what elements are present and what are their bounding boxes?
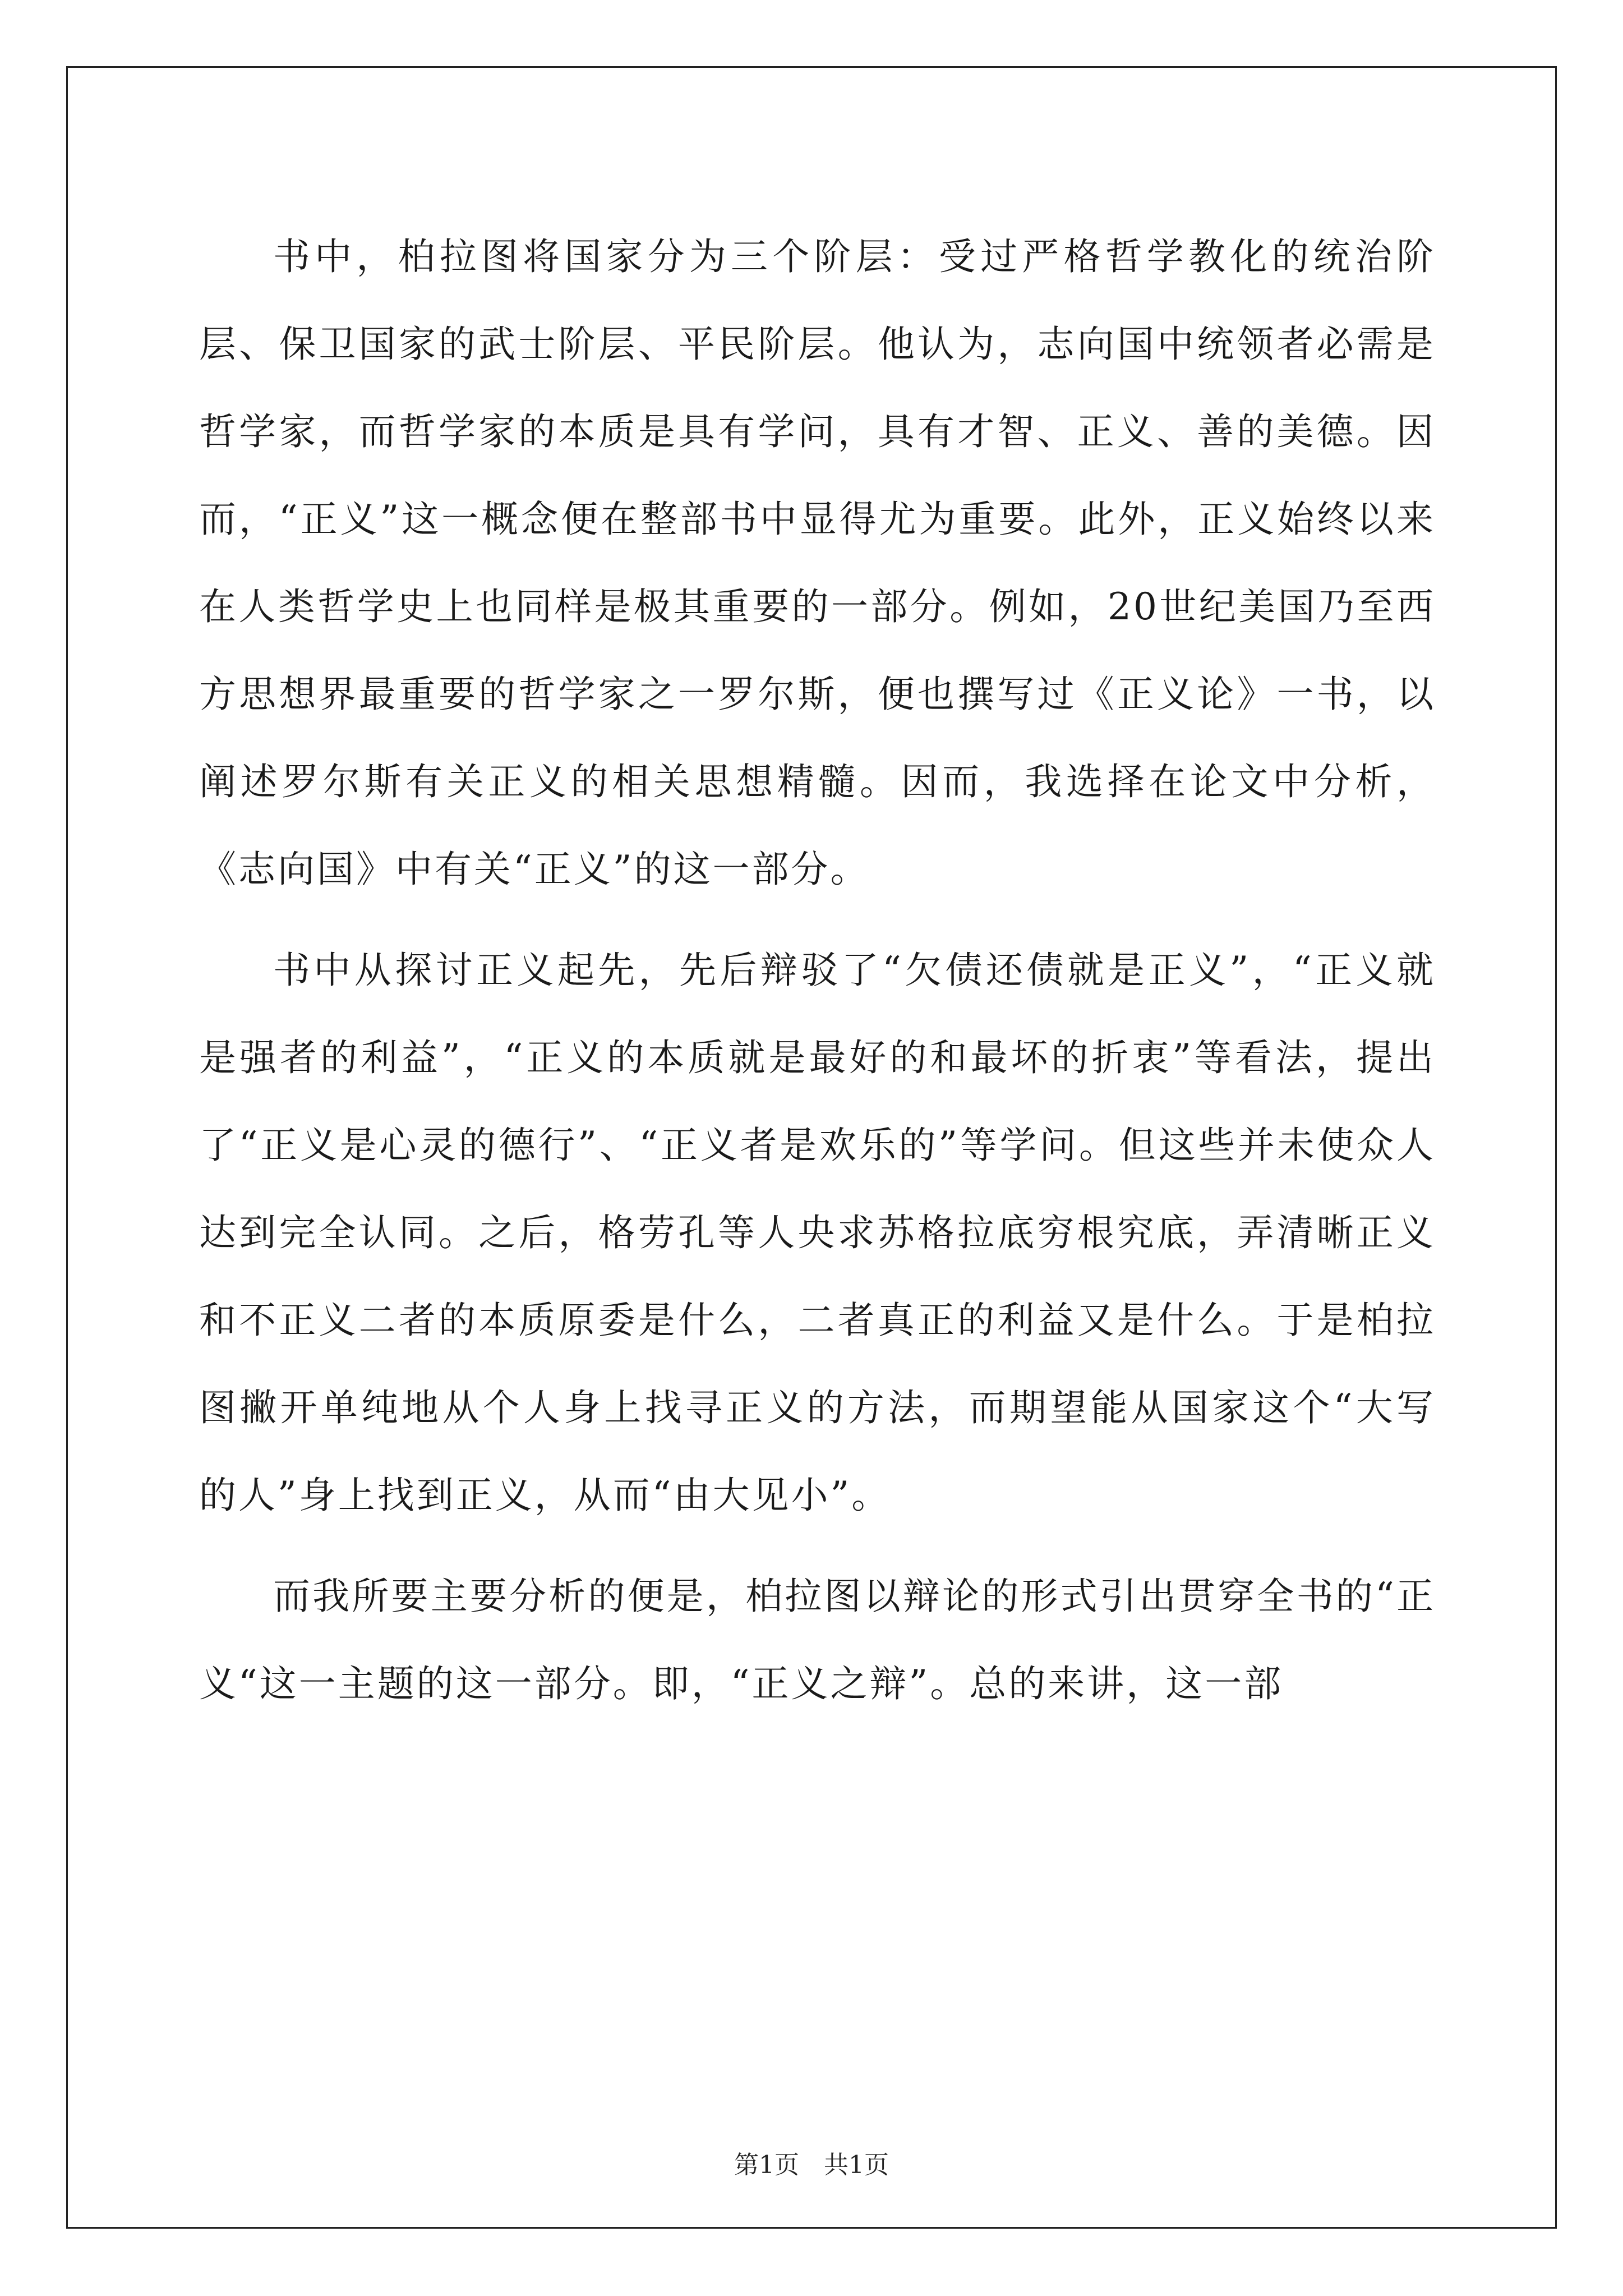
page-footer: 第1页 共1页 [734,2151,889,2179]
paragraph-1: 书中，柏拉图将国家分为三个阶层：受过严格哲学教化的统治阶层、保卫国家的武士阶层、平民阶层。他认为，志向国中统领者必需是哲学家，而哲学家的本质是具有学问，具有才智、正义、善的美德。因而，“正义”这一概念便在整部书中显得尤为重要。此外，正义始终以来在人类哲学史上也同样是极其重要的一部分。例如，20世纪美国乃至西方思想界最重要的哲学家之一罗尔斯，便也撰写过《正义论》一书，以阐述罗尔斯有关正义的相关思想精髓。因而，我选择在论文中分析，《志向国》中有关“正义”的这一部分。 [199,235,1436,891]
paragraph-3: 而我所要主要分析的便是，柏拉图以辩论的形式引出贯穿全书的“正义“这一主题的这一部分。即，“正义之辩”。总的来讲，这一部 [199,1575,1436,1705]
document-body [199,213,1436,1728]
paragraph-2: 书中从探讨正义起先，先后辩驳了“欠债还债就是正义”，“正义就是强者的利益”，“正义的本质就是最好的和最坏的折衷”等看法，提出了“正义是心灵的德行”、“正义者是欢乐的”等学问。但这些并未使众人达到完全认同。之后，格劳孔等人央求苏格拉底穷根究底，弄清晰正义和不正义二者的本质原委是什么，二者真正的利益又是什么。于是柏拉图撇开单纯地从个人身上找寻正义的方法，而期望能从国家这个“大写的人”身上找到正义，从而“由大见小”。 [199,949,1436,1517]
